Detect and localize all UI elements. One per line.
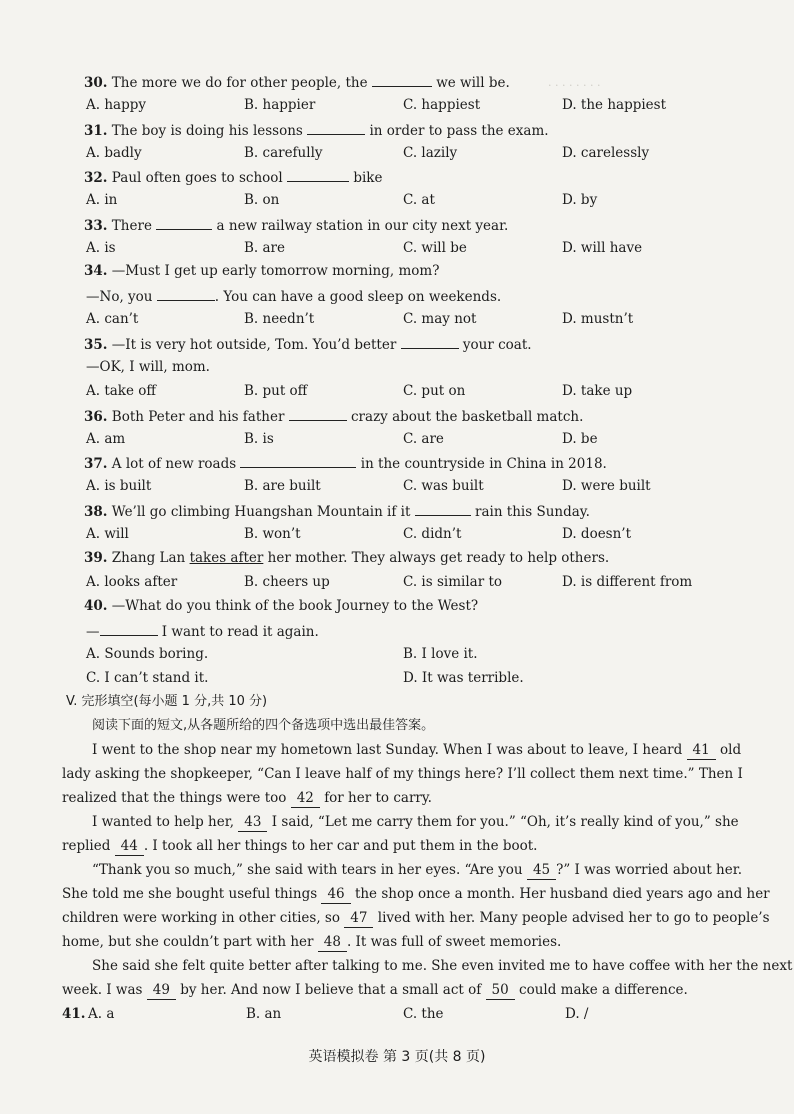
blank-47[interactable]: 47 — [344, 909, 373, 928]
question-stem-end: rain this Sunday. — [475, 504, 590, 520]
question-number: 33. — [84, 218, 108, 234]
passage-text: I went to the shop near my hometown last Sunday. When I was about to leave, I heard — [92, 742, 683, 758]
option-c[interactable]: C. will be — [403, 240, 467, 256]
section-instruction: 阅读下面的短文,从各题所给的四个备选项中选出最佳答案。 — [92, 718, 435, 733]
option-a[interactable]: A. will — [86, 526, 129, 542]
passage-line: She said she felt quite better after talking to me. She even invited me to have coffee with her the next — [92, 958, 793, 974]
passage-text: “Thank you so much,” she said with tears in her eyes. “Are you — [92, 862, 523, 878]
option-d[interactable]: D. It was terrible. — [403, 670, 524, 686]
blank-42[interactable]: 42 — [291, 789, 320, 808]
blank-50[interactable]: 50 — [486, 981, 515, 1000]
question-stem-end: a new railway station in our city next year. — [216, 218, 509, 234]
answer-blank[interactable] — [372, 72, 432, 87]
option-a[interactable]: A. a — [88, 1006, 115, 1022]
option-d[interactable]: D. will have — [562, 240, 643, 256]
passage-text: lived with her. Many people advised her to go to people’s — [377, 910, 770, 926]
question-35 — [84, 334, 532, 354]
passage-line — [92, 861, 742, 880]
passage-text: by her. And now I believe that a small act of — [180, 982, 482, 998]
option-c[interactable]: C. at — [403, 192, 435, 208]
option-c[interactable]: C. didn’t — [403, 526, 462, 542]
option-b[interactable]: B. an — [246, 1006, 282, 1022]
option-a[interactable]: A. am — [86, 431, 126, 447]
passage-line — [62, 837, 537, 856]
passage-text: . It was full of sweet memories. — [346, 934, 562, 950]
question-41 — [62, 1005, 86, 1023]
question-stem: A lot of new roads — [111, 456, 237, 472]
passage-text: realized that the things were too — [62, 790, 287, 806]
option-a[interactable]: A. Sounds boring. — [86, 646, 209, 662]
option-a[interactable]: A. is — [86, 240, 116, 256]
question-39 — [84, 549, 609, 567]
section-title: V. 完形填空(每小题 1 分,共 10 分) — [66, 694, 268, 709]
answer-blank[interactable] — [415, 501, 471, 516]
question-stem: Zhang Lan — [111, 550, 186, 566]
passage-text: home, but she couldn’t part with her — [62, 934, 314, 950]
bleed-through: . . . . . . . . — [548, 76, 601, 89]
option-a[interactable]: A. happy — [86, 97, 146, 113]
passage-text: for her to carry. — [324, 790, 432, 806]
answer-blank[interactable] — [307, 120, 365, 135]
option-a[interactable]: A. looks after — [86, 574, 178, 590]
blank-46[interactable]: 46 — [321, 885, 350, 904]
question-stem: —What do you think of the book Journey to the West? — [111, 598, 479, 614]
question-stem: —It is very hot outside, Tom. You’d better — [111, 337, 397, 353]
question-stem: We’ll go climbing Huangshan Mountain if it — [111, 504, 411, 520]
option-b[interactable]: B. are — [244, 240, 285, 256]
option-a[interactable]: A. is built — [86, 478, 152, 494]
question-number: 37. — [84, 456, 108, 472]
page-footer: 英语模拟卷 第 3 页(共 8 页) — [308, 1049, 486, 1065]
question-32 — [84, 167, 382, 187]
question-stem: Both Peter and his father — [111, 409, 285, 425]
option-c[interactable]: C. the — [403, 1006, 444, 1022]
question-number: 41. — [62, 1006, 86, 1022]
option-c[interactable]: C. may not — [403, 311, 477, 327]
question-number: 40. — [84, 598, 108, 614]
passage-text: I wanted to help her, — [92, 814, 234, 830]
option-d[interactable]: D. take up — [562, 383, 633, 399]
option-a[interactable]: A. in — [86, 192, 118, 208]
blank-41[interactable]: 41 — [687, 741, 716, 760]
answer-blank[interactable] — [157, 286, 215, 301]
answer-blank[interactable] — [289, 406, 347, 421]
option-b[interactable]: B. is — [244, 431, 274, 447]
question-number: 36. — [84, 409, 108, 425]
option-b[interactable]: B. needn’t — [244, 311, 315, 327]
blank-45[interactable]: 45 — [527, 861, 556, 880]
option-b[interactable]: B. on — [244, 192, 280, 208]
option-c[interactable]: C. are — [403, 431, 444, 447]
answer-blank[interactable] — [156, 215, 212, 230]
option-c[interactable]: C. put on — [403, 383, 466, 399]
question-36 — [84, 406, 583, 426]
question-stem: There — [111, 218, 152, 234]
question-stem-end: your coat. — [462, 337, 532, 353]
passage-line — [62, 789, 432, 808]
option-d[interactable]: D. be — [562, 431, 598, 447]
option-d[interactable]: D. is different from — [562, 574, 693, 590]
option-d[interactable]: D. by — [562, 192, 598, 208]
question-number: 31. — [84, 123, 108, 139]
passage-line: lady asking the shopkeeper, “Can I leave half of my things here? I’ll collect them next time.” Then I — [62, 766, 743, 782]
option-d[interactable]: D. carelessly — [562, 145, 650, 161]
blank-44[interactable]: 44 — [115, 837, 144, 856]
question-stem: Paul often goes to school — [111, 170, 283, 186]
option-c[interactable]: C. is similar to — [403, 574, 502, 590]
option-d[interactable]: D. were built — [562, 478, 651, 494]
question-stem: —Must I get up early tomorrow morning, mom? — [111, 263, 440, 279]
reply-end: . You can have a good sleep on weekends. — [214, 289, 502, 305]
answer-blank[interactable] — [240, 453, 356, 468]
question-stem-end: in order to pass the exam. — [369, 123, 549, 139]
question-40 — [84, 597, 478, 615]
passage-line — [62, 885, 770, 904]
passage-text: replied — [62, 838, 111, 854]
question-stem-end: bike — [353, 170, 383, 186]
question-stem-end: her mother. They always get ready to help others. — [267, 550, 610, 566]
option-b[interactable]: B. put off — [244, 383, 308, 399]
option-b[interactable]: B. cheers up — [244, 574, 330, 590]
question-number: 35. — [84, 337, 108, 353]
blank-49[interactable]: 49 — [147, 981, 176, 1000]
reply-start: —No, you — [86, 289, 153, 305]
question-stem-end: in the countryside in China in 2018. — [360, 456, 607, 472]
blank-43[interactable]: 43 — [238, 813, 267, 832]
option-c[interactable]: C. lazily — [403, 145, 458, 161]
option-c[interactable]: C. was built — [403, 478, 484, 494]
option-b[interactable]: B. are built — [244, 478, 321, 494]
passage-line — [92, 813, 739, 832]
answer-blank[interactable] — [287, 167, 349, 182]
underlined-phrase: takes after — [189, 550, 264, 566]
option-b[interactable]: B. won’t — [244, 526, 301, 542]
question-stem-end: we will be. — [436, 75, 510, 91]
question-number: 32. — [84, 170, 108, 186]
question-40-reply: — I want to read it again. — [86, 621, 319, 641]
question-34-reply — [86, 286, 501, 306]
option-c[interactable]: C. happiest — [403, 97, 481, 113]
answer-blank[interactable] — [401, 334, 459, 349]
passage-text: could make a difference. — [519, 982, 688, 998]
answer-blank[interactable] — [100, 621, 158, 636]
reply-end: I want to read it again. — [161, 624, 319, 640]
passage-text: children were working in other cities, so — [62, 910, 340, 926]
question-number: 38. — [84, 504, 108, 520]
question-34 — [84, 262, 439, 280]
option-a[interactable]: A. can’t — [86, 311, 139, 327]
option-d[interactable]: D. doesn’t — [562, 526, 632, 542]
question-number: 39. — [84, 550, 108, 566]
question-30 — [84, 72, 510, 92]
question-33 — [84, 215, 508, 235]
blank-48[interactable]: 48 — [318, 933, 347, 952]
question-number: 34. — [84, 263, 108, 279]
question-31 — [84, 120, 549, 140]
question-37 — [84, 453, 607, 473]
passage-line — [62, 909, 770, 928]
option-b[interactable]: B. happier — [244, 97, 316, 113]
option-d[interactable]: D. / — [565, 1006, 589, 1022]
option-d[interactable]: D. the happiest — [562, 97, 667, 113]
passage-line — [92, 741, 741, 760]
question-38 — [84, 501, 590, 521]
passage-line — [62, 933, 561, 952]
question-stem-end: crazy about the basketball match. — [351, 409, 584, 425]
question-stem: The more we do for other people, the — [111, 75, 368, 91]
option-a[interactable]: A. badly — [86, 145, 142, 161]
question-number: 30. — [84, 75, 108, 91]
passage-text: . I took all her things to her car and put them in the boot. — [143, 838, 538, 854]
passage-line — [62, 981, 688, 1000]
passage-text: old — [720, 742, 742, 758]
option-c[interactable]: C. I can’t stand it. — [86, 670, 209, 686]
option-b[interactable]: B. carefully — [244, 145, 323, 161]
passage-text: ?” I was worried about her. — [556, 862, 743, 878]
passage-text: I said, “Let me carry them for you.” “Oh, it’s really kind of you,” she — [271, 814, 739, 830]
option-a[interactable]: A. take off — [86, 383, 156, 399]
passage-text: the shop once a month. Her husband died years ago and her — [354, 886, 770, 902]
option-b[interactable]: B. I love it. — [403, 646, 478, 662]
passage-text: week. I was — [62, 982, 143, 998]
passage-text: She told me she bought useful things — [62, 886, 318, 902]
question-stem: The boy is doing his lessons — [111, 123, 303, 139]
option-d[interactable]: D. mustn’t — [562, 311, 634, 327]
question-35-reply: —OK, I will, mom. — [86, 359, 210, 375]
